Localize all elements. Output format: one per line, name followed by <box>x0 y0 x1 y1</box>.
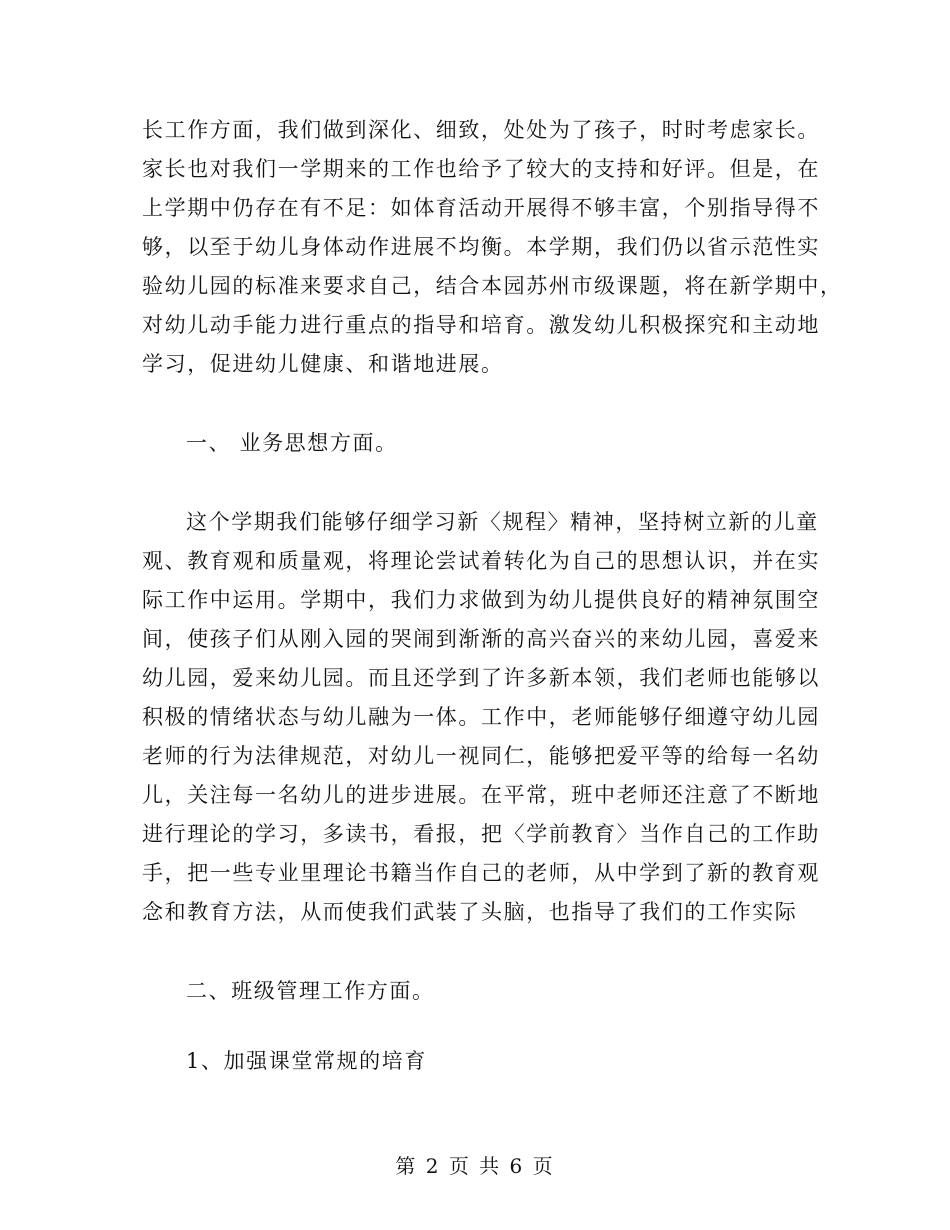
paragraph-line: 手，把一些专业里理论书籍当作自己的老师，从中学到了新的教育观 <box>142 861 820 885</box>
paragraph-line: 这个学期我们能够仔细学习新〈规程〉精神，坚持树立新的儿童 <box>186 510 819 534</box>
paragraph-line: 老师的行为法律规范，对幼儿一视同仁，能够把爱平等的给每一名幼 <box>142 744 820 768</box>
paragraph-line: 观、教育观和质量观，将理论尝试着转化为自己的思想认识，并在实 <box>142 549 820 573</box>
section-heading: 二、班级管理工作方面。 <box>186 979 435 1003</box>
paragraph-line: 念和教育方法，从而使我们武装了头脑，也指导了我们的工作实际 <box>142 900 798 924</box>
paragraph-line: 际工作中运用。学期中，我们力求做到为幼儿提供良好的精神氛围空 <box>142 588 820 612</box>
paragraph-line: 家长也对我们一学期来的工作也给予了较大的支持和好评。但是，在 <box>142 157 820 181</box>
page-number-footer: 第 2 页 共 6 页 <box>395 1154 555 1178</box>
paragraph-line: 上学期中仍存在有不足：如体育活动开展得不够丰富，个别指导得不 <box>142 196 820 220</box>
paragraph-line: 积极的情绪状态与幼儿融为一体。工作中，老师能够仔细遵守幼儿园 <box>142 705 820 729</box>
subsection-heading: 1、加强课堂常规的培育 <box>186 1049 427 1073</box>
paragraph-line: 间，使孩子们从刚入园的哭闹到渐渐的高兴奋兴的来幼儿园，喜爱来 <box>142 627 820 651</box>
paragraph-line: 够，以至于幼儿身体动作进展不均衡。本学期，我们仍以省示范性实 <box>142 235 820 259</box>
paragraph-line: 儿，关注每一名幼儿的进步进展。在平常，班中老师还注意了不断地 <box>142 783 820 807</box>
paragraph-line: 对幼儿动手能力进行重点的指导和培育。激发幼儿积极探究和主动地 <box>142 313 820 337</box>
paragraph-line: 长工作方面，我们做到深化、细致，处处为了孩子，时时考虑家长。 <box>142 118 820 142</box>
paragraph-line: 学习，促进幼儿健康、和谐地进展。 <box>142 352 504 376</box>
paragraph-line: 幼儿园，爱来幼儿园。而且还学到了许多新本领，我们老师也能够以 <box>142 666 820 690</box>
paragraph-line: 验幼儿园的标准来要求自己，结合本园苏州市级课题，将在新学期中， <box>142 274 843 298</box>
section-heading: 一、 业务思想方面。 <box>186 431 398 455</box>
paragraph-line: 进行理论的学习，多读书，看报，把〈学前教育〉当作自己的工作助 <box>142 822 820 846</box>
